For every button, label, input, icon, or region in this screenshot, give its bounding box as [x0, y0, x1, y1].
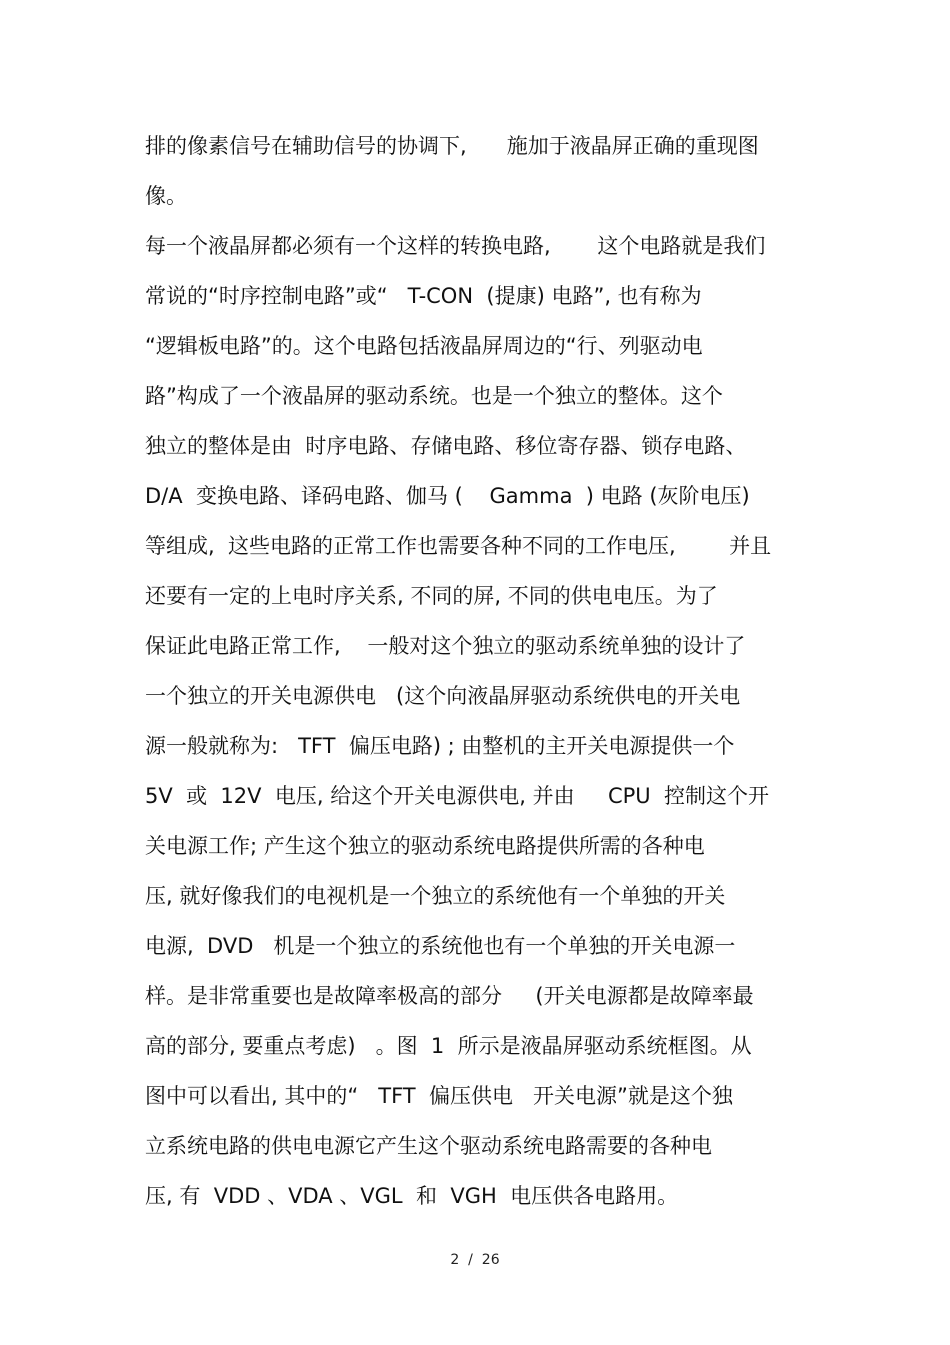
paragraph-line: 保证此电路正常工作, 一般对这个独立的驱动系统单独的设计了: [145, 634, 746, 658]
paragraph-line: 电源, DVD 机是一个独立的系统他也有一个单独的开关电源一: [145, 934, 736, 958]
paragraph-line: 还要有一定的上电时序关系, 不同的屏, 不同的供电电压。为了: [145, 584, 718, 608]
paragraph-line: 独立的整体是由 时序电路、存储电路、移位寄存器、锁存电路、: [145, 434, 747, 458]
paragraph-line: 压, 就好像我们的电视机是一个独立的系统他有一个单独的开关: [145, 884, 726, 908]
paragraph-line: 样。是非常重要也是故障率极高的部分 (开关电源都是故障率最: [145, 984, 754, 1008]
paragraph-line: 等组成, 这些电路的正常工作也需要各种不同的工作电压, 并且: [145, 534, 772, 558]
paragraph-line: 立系统电路的供电电源它产生这个驱动系统电路需要的各种电: [145, 1134, 712, 1158]
paragraph-line: 路”构成了一个液晶屏的驱动系统。也是一个独立的整体。这个: [145, 384, 723, 408]
page-number: 2 / 26: [450, 1252, 500, 1268]
paragraph-line: 一个独立的开关电源供电 (这个向液晶屏驱动系统供电的开关电: [145, 684, 741, 708]
paragraph-line: 源一般就称为: TFT 偏压电路) ; 由整机的主开关电源提供一个: [145, 734, 735, 758]
paragraph-line: 5V 或 12V 电压, 给这个开关电源供电, 并由 CPU 控制这个开: [145, 784, 769, 808]
paragraph-line: 每一个液晶屏都必须有一个这样的转换电路, 这个电路就是我们: [145, 234, 766, 258]
paragraph-line: 排的像素信号在辅助信号的协调下, 施加于液晶屏正确的重现图: [145, 134, 759, 158]
paragraph-line: 像。: [145, 184, 187, 208]
paragraph-line: 压, 有 VDD 、VDA 、VGL 和 VGH 电压供各电路用。: [145, 1184, 679, 1208]
paragraph-line: 高的部分, 要重点考虑) 。图 1 所示是液晶屏驱动系统框图。从: [145, 1034, 752, 1058]
paragraph-line: 图中可以看出, 其中的“ TFT 偏压供电 开关电源”就是这个独: [145, 1084, 733, 1108]
paragraph-line: 关电源工作; 产生这个独立的驱动系统电路提供所需的各种电: [145, 834, 705, 858]
paragraph-line: D/A 变换电路、译码电路、伽马 ( Gamma ) 电路 (灰阶电压): [145, 484, 750, 508]
paragraph-line: 常说的“时序控制电路”或“ T-CON (提康) 电路”, 也有称为: [145, 284, 702, 308]
paragraph-line: “逻辑板电路”的。这个电路包括液晶屏周边的“行、列驱动电: [145, 334, 703, 358]
